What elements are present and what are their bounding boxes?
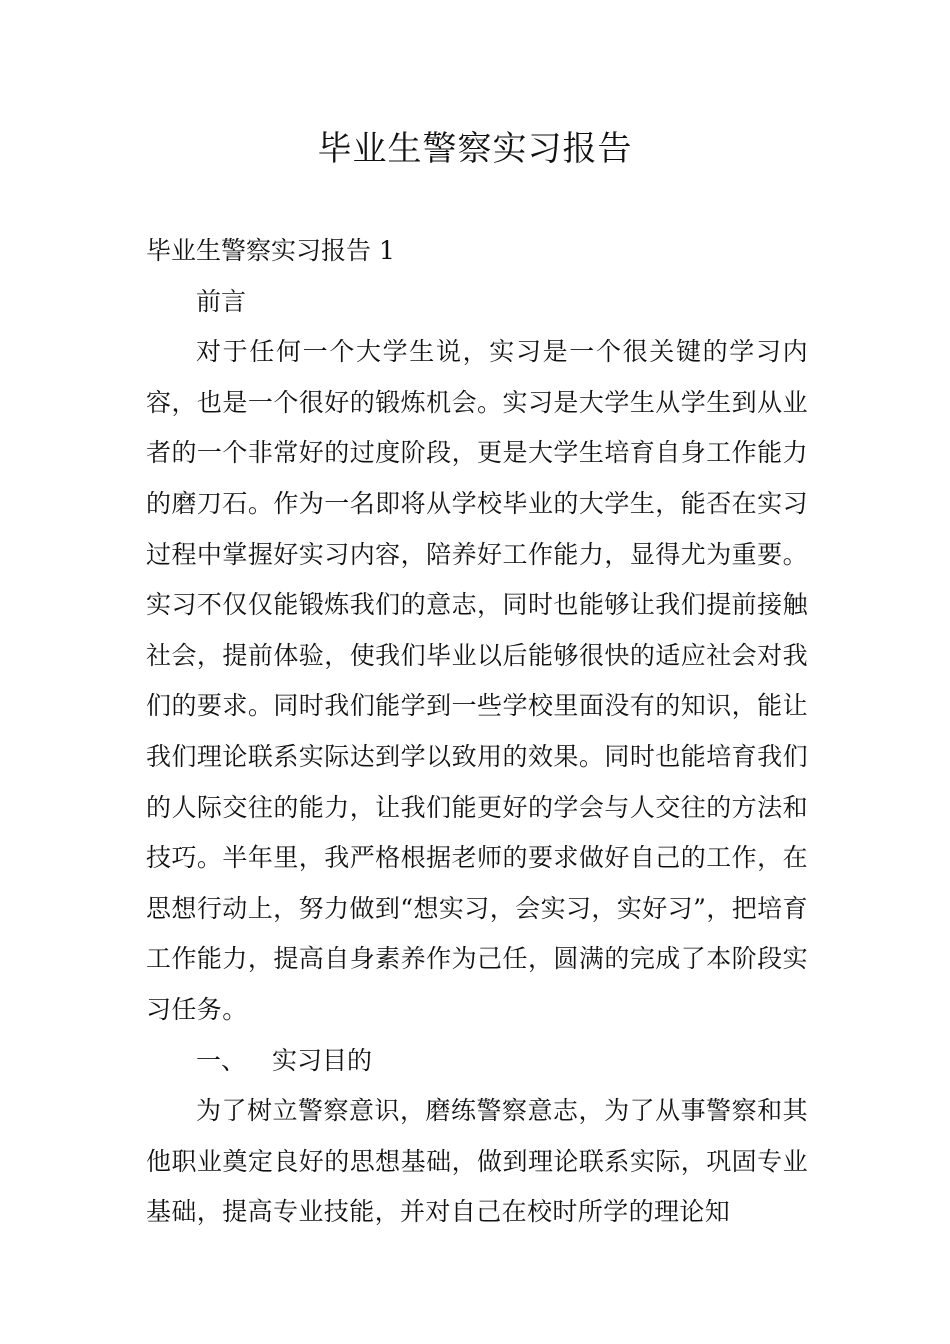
document-body xyxy=(146,226,808,1238)
section-number: 一、 xyxy=(196,1045,247,1075)
document-title: 毕业生警察实习报告 xyxy=(317,129,633,169)
section-heading-purpose xyxy=(146,1036,808,1087)
purpose-paragraph: 为了树立警察意识，磨练警察意志，为了从事警察和其他职业奠定良好的思想基础，做到理论联系实际，巩固专业基础，提高专业技能，并对自己在校时所学的理论知 xyxy=(146,1096,808,1227)
preface-heading: 前言 xyxy=(196,286,247,316)
preface-paragraph: 对于任何一个大学生说，实习是一个很关键的学习内容，也是一个很好的锻炼机会。实习是大学生从学生到从业者的一个非常好的过度阶段，更是大学生培育自身工作能力的磨刀石。作为一名即将从学校毕业的大学生，能否在实习过程中掌握好实习内容，陪养好工作能力，显得尤为重要。实习不仅仅能锻炼我们的意志，同时也能够让我们提前接触社会，提前体验，使我们毕业以后能够很快的适应社会对我们的要求。同时我们能学到一些学校里面没有的知识，能让我们理论联系实际达到学以致用的效果。同时也能培育我们的人际交往的能力，让我们能更好的学会与人交往的方法和技巧。半年里，我严格根据老师的要求做好自己的工作，在思想行动上，努力做到“想实习，会实习，实好习”，把培育工作能力，提高自身素养作为己任，圆满的完成了本阶段实习任务。 xyxy=(146,337,808,1024)
report-subtitle: 毕业生警察实习报告 1 xyxy=(146,236,395,265)
section-title: 实习目的 xyxy=(272,1045,373,1075)
